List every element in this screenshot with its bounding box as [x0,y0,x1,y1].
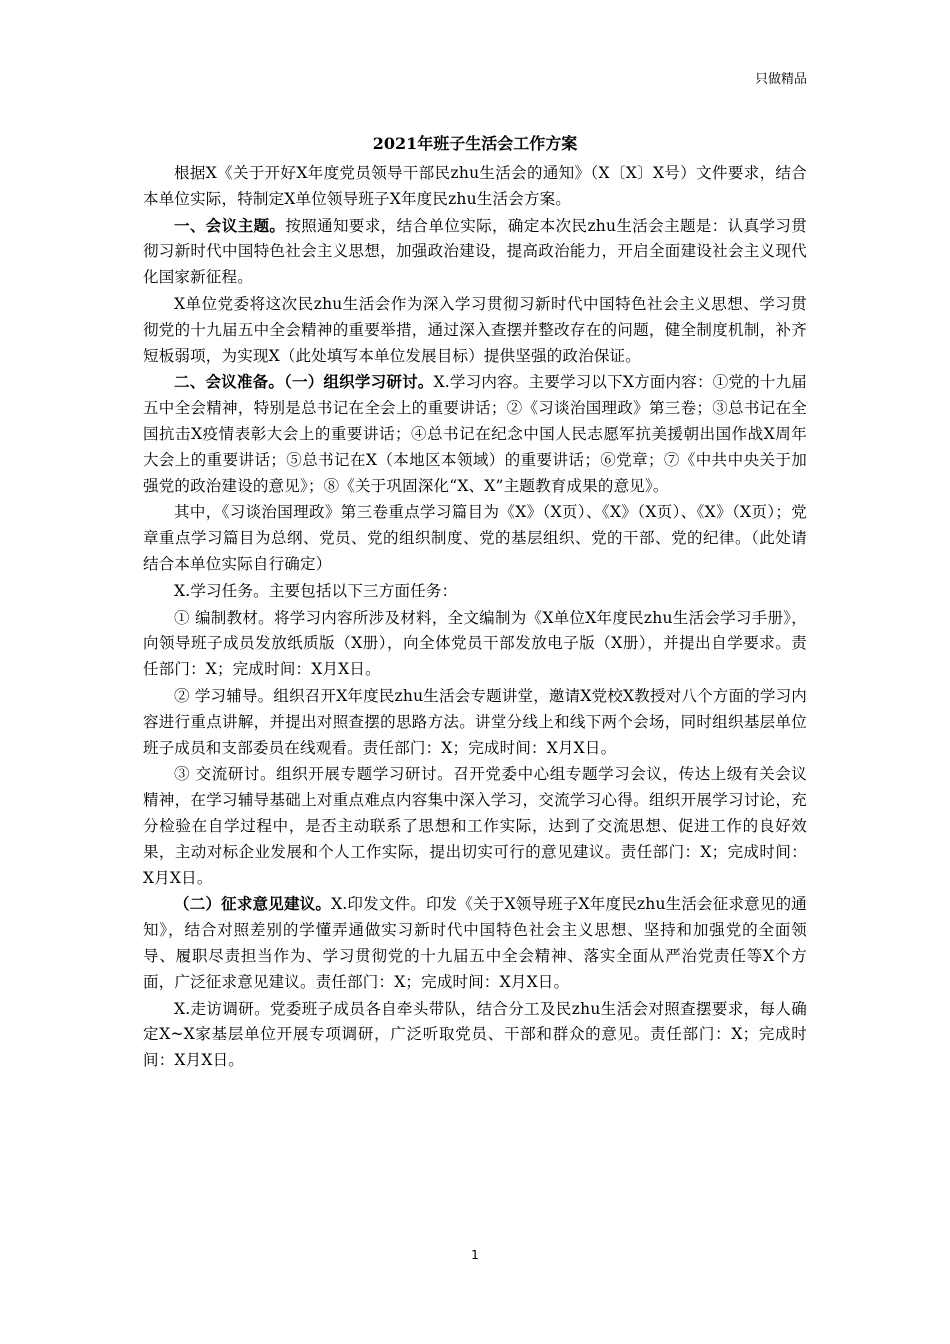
paragraph [143,761,807,891]
paragraph [143,369,807,499]
paragraph-text: 按照通知要求，结合单位实际，确定本次民zhu生活会主题是：认真学习贯彻习新时代中国特色社会主义思想，加强政治建设，提高政治能力，开启全面建设社会主义现代化国家新征程。 [143,216,807,287]
paragraph-lead: 二、会议准备。（一）组织学习研讨。 [174,372,434,392]
paragraph-text: X.走访调研。党委班子成员各自牵头带队，结合分工及民zhu生活会对照查摆要求，每人确定X~X家基层单位开展专项调研，广泛听取党员、干部和群众的意见。责任部门：X；完成时间：X月X日。 [143,999,807,1070]
paragraph [143,213,807,291]
paragraph-text: X单位党委将这次民zhu生活会作为深入学习贯彻习新时代中国特色社会主义思想、学习贯彻党的十九届五中全会精神的重要举措，通过深入查摆并整改存在的问题，健全制度机制，补齐短板弱项，为实现X（此处填写本单位发展目标）提供坚强的政治保证。 [143,294,807,365]
paragraph-text: ① 编制教材。将学习内容所涉及材料，全文编制为《X单位X年度民zhu生活会学习手册》，向领导班子成员发放纸质版（X册），向全体党员干部发放电子版（X册），并提出自学要求。责任部门：X；完成时间：X月X日。 [143,608,807,679]
paragraph-text: 其中，《习谈治国理政》第三卷重点学习篇目为《X》（X页）、《X》（X页）、《X》（X页）；党章重点学习篇目为总纲、党员、党的组织制度、党的基层组织、党的干部、党的纪律。（此处请结合本单位实际自行确定） [143,503,807,573]
document-title: 2021年班子生活会工作方案 [372,134,578,153]
paragraph [143,683,807,761]
paragraph-lead: （二）征求意见建议。 [174,894,332,914]
page-number: 1 [471,1248,479,1262]
paragraph [143,160,807,213]
paragraph-text: X.学习任务。主要包括以下三方面任务： [174,581,458,600]
paragraph-text: ② 学习辅导。组织召开X年度民zhu生活会专题讲堂，邀请X党校X教授对八个方面的学习内容进行重点讲解，并提出对照查摆的思路方法。讲堂分线上和线下两个会场，同时组织基层单位班子成员和支部委员在线观看。责任部门：X；完成时间：X月X日。 [143,686,807,757]
paragraph-text: X.印发文件。印发《关于X领导班子X年度民zhu生活会征求意见的通知》，结合对照差别的学懂弄通做实习新时代中国特色社会主义思想、坚持和加强党的全面领导、履职尽责担当作为、学习贯彻党的十九届五中全会精神、落实全面从严治党责任等X个方面，广泛征求意见建议。责任部门：X；完成时间：X月X日。 [143,895,807,991]
paragraph [143,291,807,369]
paragraph-lead: 一、会议主题。 [174,215,286,235]
paragraph-text: ③ 交流研讨。组织开展专题学习研讨。召开党委中心组专题学习会议，传达上级有关会议精神，在学习辅导基础上对重点难点内容集中深入学习，交流学习心得。组织开展学习讨论，充分检验在自学过程中，是否主动联系了思想和工作实际，达到了交流思想、促进工作的良好效果，主动对标企业发展和个人工作实际，提出切实可行的意见建议。责任部门：X；完成时间：X月X日。 [143,765,807,887]
paragraph-text: 根据X《关于开好X年度党员领导干部民zhu生活会的通知》（X〔X〕X号）文件要求，结合本单位实际，特制定X单位领导班子X年度民zhu生活会方案。 [143,164,807,208]
document-body [143,160,807,1074]
paragraph [143,499,807,577]
header-text: 只做精品 [754,72,807,87]
paragraph [143,578,807,605]
paragraph [143,605,807,683]
paragraph-text: X.学习内容。主要学习以下X方面内容：①党的十九届五中全会精神，特别是总书记在全会上的重要讲话；②《习谈治国理政》第三卷；③总书记在全国抗击X疫情表彰大会上的重要讲话；④总书记在纪念中国人民志愿军抗美援朝出国作战X周年大会上的重要讲话；⑤总书记在X（本地区本领域）的重要讲话；⑥党章；⑦《中共中央关于加强党的政治建设的意见》；⑧《关于巩固深化“X、X”主题教育成果的意见》。 [143,373,807,495]
paragraph [143,996,807,1074]
paragraph [143,891,807,995]
